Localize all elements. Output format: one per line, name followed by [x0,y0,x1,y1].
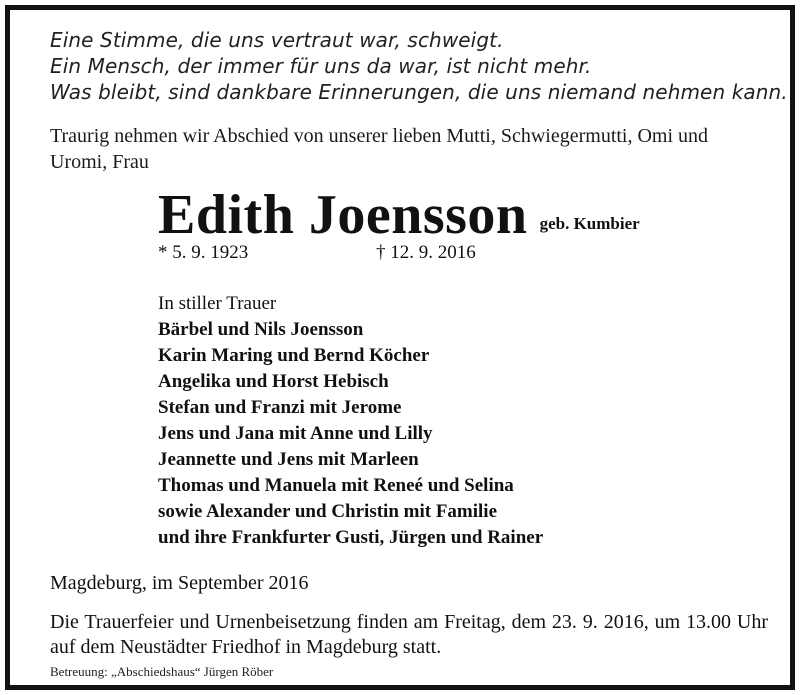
intro-text: Traurig nehmen wir Abschied von unserer lieben Mutti, Schwiegermutti, Omi und Uromi, Frau [50,125,709,173]
obituary-frame [5,5,795,690]
mourner-entry: Jeannette und Jens mit Marleen [158,449,419,470]
death-date: † 12. 9. 2016 [376,242,476,263]
quote-line: Was bleibt, sind dankbare Erinnerungen, die uns niemand nehmen kann. [50,80,788,104]
mourners-heading: In stiller Trauer [158,293,277,314]
mourner-entry: Stefan und Franzi mit Jerome [158,397,402,418]
mourner-entry: Bärbel und Nils Joensson [158,319,364,340]
birth-date: * 5. 9. 1923 [158,242,249,263]
funeral-home-credit: Betreuung: „Abschiedshaus“ Jürgen Röber [50,664,274,679]
deceased-name: Edith Joensson [158,184,528,246]
deceased-name-row [158,185,640,245]
mourner-entry: Jens und Jana mit Anne und Lilly [158,423,433,444]
maiden-name: geb. Kumbier [539,214,640,233]
place-and-date: Magdeburg, im September 2016 [50,572,309,594]
mourner-entry: und ihre Frankfurter Gusti, Jürgen und Rainer [158,527,544,548]
quote-line: Eine Stimme, die uns vertraut war, schweigt. [50,28,504,52]
memorial-quote [50,27,788,105]
mourner-entry: Thomas und Manuela mit Reneé und Selina [158,475,514,496]
mourners-list [158,291,543,551]
mourner-entry: Karin Maring und Bernd Köcher [158,345,430,366]
mourner-entry: sowie Alexander und Christin mit Familie [158,501,498,522]
funeral-service-info: Die Trauerfeier und Urnenbeisetzung finden am Freitag, dem 23. 9. 2016, um 13.00 Uhr auf dem Neustädter Friedhof in Magdeburg statt. [50,611,768,658]
mourner-entry: Angelika und Horst Hebisch [158,371,389,392]
quote-line: Ein Mensch, der immer für uns da war, ist nicht mehr. [50,54,592,78]
